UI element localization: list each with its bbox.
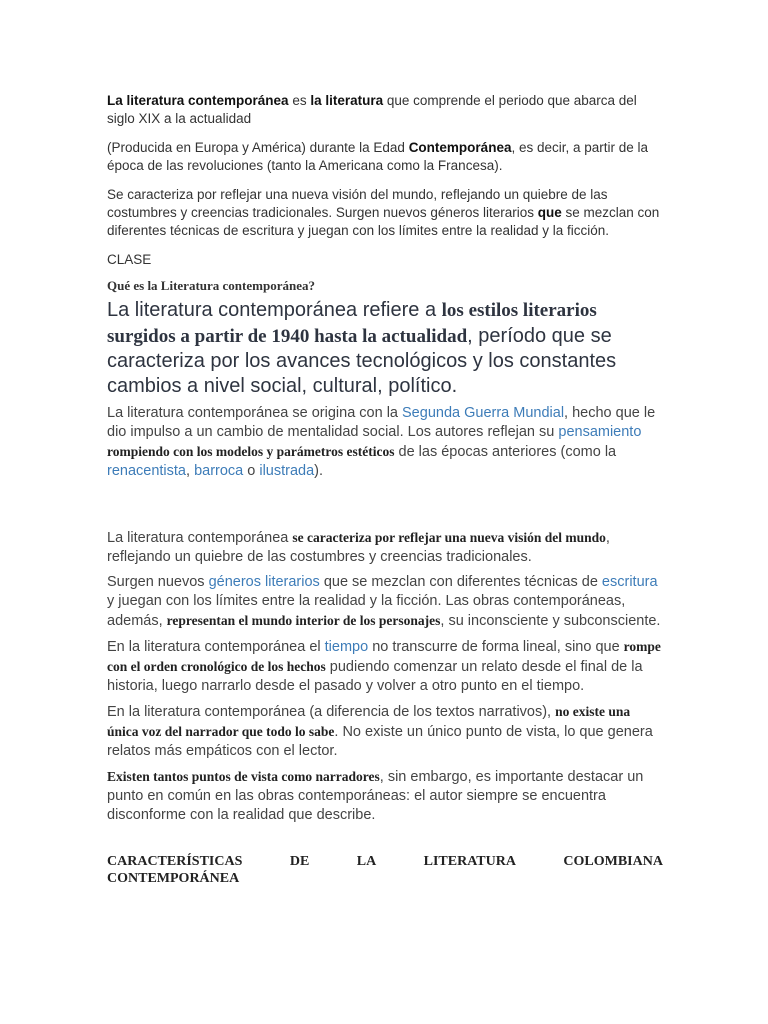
term-bold: que <box>537 205 562 220</box>
highlight-bold: representan el mundo interior de los personajes <box>166 613 441 628</box>
link-segunda-guerra-mundial[interactable]: Segunda Guerra Mundial <box>402 405 565 421</box>
highlight-bold: los estilos literarios surgidos a partir de 1940 hasta la actualidad <box>107 300 597 347</box>
link-ilustrada[interactable]: ilustrada <box>259 463 315 479</box>
highlight-bold: no existe una única voz del narrador que todo lo sabe <box>107 704 631 739</box>
section-heading-line: CARACTERÍSTICAS DE LA LITERATURA COLOMBIANA <box>107 854 663 869</box>
link-barroca[interactable]: barroca <box>194 463 244 479</box>
link-renacentista[interactable]: renacentista <box>107 463 186 479</box>
vision-paragraph: La literatura contemporánea se caracteriza por reflejar una nueva visión del mundo, reflejando un quiebre de las costumbres y creencias tradicionales. <box>107 530 610 565</box>
clase-label: CLASE <box>107 252 152 267</box>
characteristics-paragraph: Se caracteriza por reflejar una nueva visión del mundo, reflejando un quiebre de las costumbres y creencias tradicionales. Surgen nuevos géneros literarios que se mezclan con diferentes técnicas de escritura y juegan con los límites entre la realidad y la ficción. <box>107 187 660 238</box>
highlight-bold: rompe con el orden cronológico de los hechos <box>107 639 661 674</box>
term-bold: Contemporánea <box>408 140 512 155</box>
term-bold: la literatura <box>310 93 384 108</box>
highlight-bold: Existen tantos puntos de vista como narradores <box>107 769 380 784</box>
narrator-paragraph: En la literatura contemporánea (a diferencia de los textos narrativos), no existe una única voz del narrador que todo lo sabe. No existe un único punto de vista, lo que genera relatos más empáticos con el lector. <box>107 704 653 759</box>
time-paragraph: En la literatura contemporánea el tiempo no transcurre de forma lineal, sino que rompe con el orden cronológico de los hechos pudiendo comenzar un relato desde el final de la historia, luego narrarlo desde el pasado y volver a otro punto en el tiempo. <box>107 639 661 694</box>
highlight-bold: rompiendo con los modelos y parámetros estéticos <box>107 444 395 459</box>
origin-paragraph: La literatura contemporánea se origina con la Segunda Guerra Mundial, hecho que le dio impulso a un cambio de mentalidad social. Los autores reflejan su pensamiento rompiendo con los modelos y parámetros estéticos de las épocas anteriores (como la renacentista, barroca o ilustrada). <box>107 405 656 479</box>
document-body <box>107 92 663 887</box>
section-heading <box>107 853 663 887</box>
viewpoints-paragraph: Existen tantos puntos de vista como narradores, sin embargo, es importante destacar un punto en común en las obras contemporáneas: el autor siempre se encuentra disconforme con la realidad que describe. <box>107 769 644 823</box>
link-tiempo[interactable]: tiempo <box>324 639 369 655</box>
section-heading-line: CONTEMPORÁNEA <box>107 871 240 886</box>
link-pensamiento[interactable]: pensamiento <box>558 424 642 440</box>
term-bold: La literatura contemporánea <box>107 93 289 108</box>
intro-paragraph: La literatura contemporánea es la literatura que comprende el periodo que abarca del siglo XIX a la actualidad <box>107 93 637 126</box>
highlight-bold: se caracteriza por reflejar una nueva visión del mundo <box>292 530 606 545</box>
context-paragraph: (Producida en Europa y América) durante la Edad Contemporánea, es decir, a partir de la época de las revoluciones (tanto la Americana como la Francesa). <box>107 140 649 173</box>
link-generos-literarios[interactable]: géneros literarios <box>208 574 320 590</box>
genres-paragraph: Surgen nuevos géneros literarios que se mezclan con diferentes técnicas de escritura y juegan con los límites entre la realidad y la ficción. Las obras contemporáneas, además, representan el mundo interior de los personajes, su inconsciente y subconsciente. <box>107 574 661 629</box>
lead-paragraph: La literatura contemporánea refiere a los estilos literarios surgidos a partir de 1940 hasta la actualidad, período que se caracteriza por los avances tecnológicos y los constantes cambios a nivel social, cultural, político. <box>107 299 617 397</box>
question-heading: Qué es la Literatura contemporánea? <box>107 278 315 293</box>
link-escritura[interactable]: escritura <box>601 574 658 590</box>
